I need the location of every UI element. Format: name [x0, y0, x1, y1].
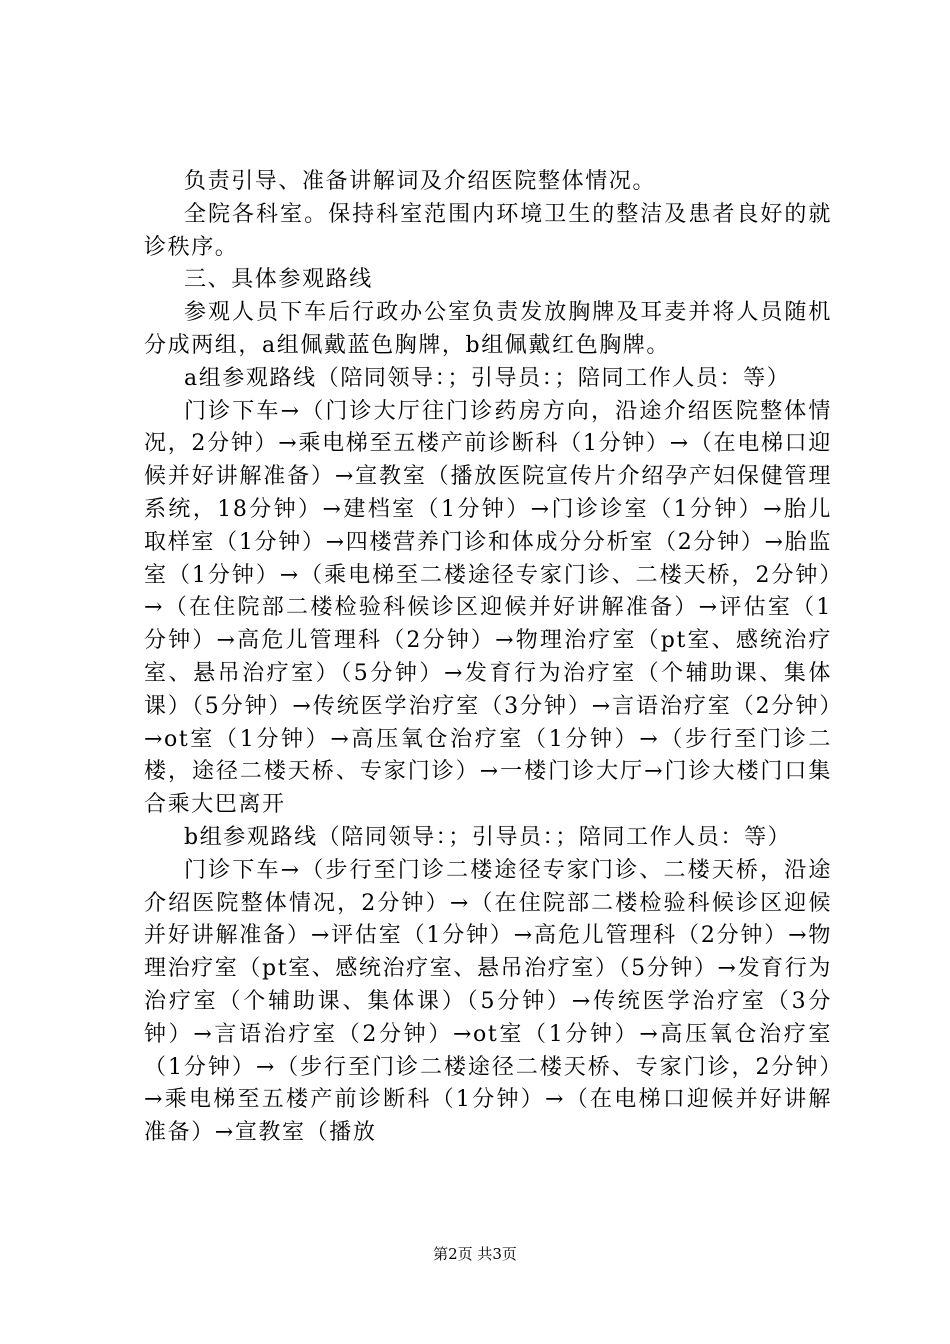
group-a-route: 门诊下车→（门诊大厅往门诊药房方向，沿途介绍医院整体情况，2分钟）→乘电梯至五楼产前诊断科（1分钟）→（在电梯口迎候并好讲解准备）→宣教室（播放医院宣传片介绍孕产妇保健管理系统，18分钟）→建档室（1分钟）→门诊诊室（1分钟）→胎儿取样室（1分钟）→四楼营养门诊和体成分分析室（2分钟）→胎监室（1分钟）→（乘电梯至二楼途径专家门诊、二楼天桥，2分钟）→（在住院部二楼检验科候诊区迎候并好讲解准备）→评估室（1分钟）→高危儿管理科（2分钟）→物理治疗室（pt室、感统治疗室、悬吊治疗室）（5分钟）→发育行为治疗室（个辅助课、集体课）（5分钟）→传统医学治疗室（3分钟）→言语治疗室（2分钟）→ot室（1分钟）→高压氧仓治疗室（1分钟）→（步行至门诊二楼，途径二楼天桥、专家门诊）→一楼门诊大厅→门诊大楼门口集合乘大巴离开: [144, 398, 832, 818]
page-number-footer: 第2页 共3页: [433, 1245, 517, 1263]
paragraph-grouping: 参观人员下车后行政办公室负责发放胸牌及耳麦并将人员随机分成两组，a组佩戴蓝色胸牌，b组佩戴红色胸牌。: [144, 300, 832, 358]
document-body: [144, 166, 832, 1150]
paragraph-departments-duty: 全院各科室。保持科室范围内环境卫生的整洁及患者良好的就诊秩序。: [144, 201, 832, 260]
group-b-route: 门诊下车→（步行至门诊二楼途径专家门诊、二楼天桥，沿途介绍医院整体情况，2分钟）→（在住院部二楼检验科候诊区迎候并好讲解准备）→评估室（1分钟）→高危儿管理科（2分钟）→物理治疗室（pt室、感统治疗室、悬吊治疗室）（5分钟）→发育行为治疗室（个辅助课、集体课）（5分钟）→传统医学治疗室（3分钟）→言语治疗室（2分钟）→ot室（1分钟）→高压氧仓治疗室（1分钟）→（步行至门诊二楼途径二楼天桥、专家门诊，2分钟）→乘电梯至五楼产前诊断科（1分钟）→（在电梯口迎候并好讲解准备）→宣教室（播放: [144, 857, 832, 1146]
group-b-heading: b组参观路线（陪同领导：；引导员：；陪同工作人员：等）: [184, 824, 792, 850]
section-heading-route: 三、具体参观路线: [184, 267, 373, 293]
paragraph-guide-duty: 负责引导、准备讲解词及介绍医院整体情况。: [184, 169, 657, 194]
group-a-heading: a组参观路线（陪同领导：；引导员：；陪同工作人员：等）: [184, 365, 791, 391]
